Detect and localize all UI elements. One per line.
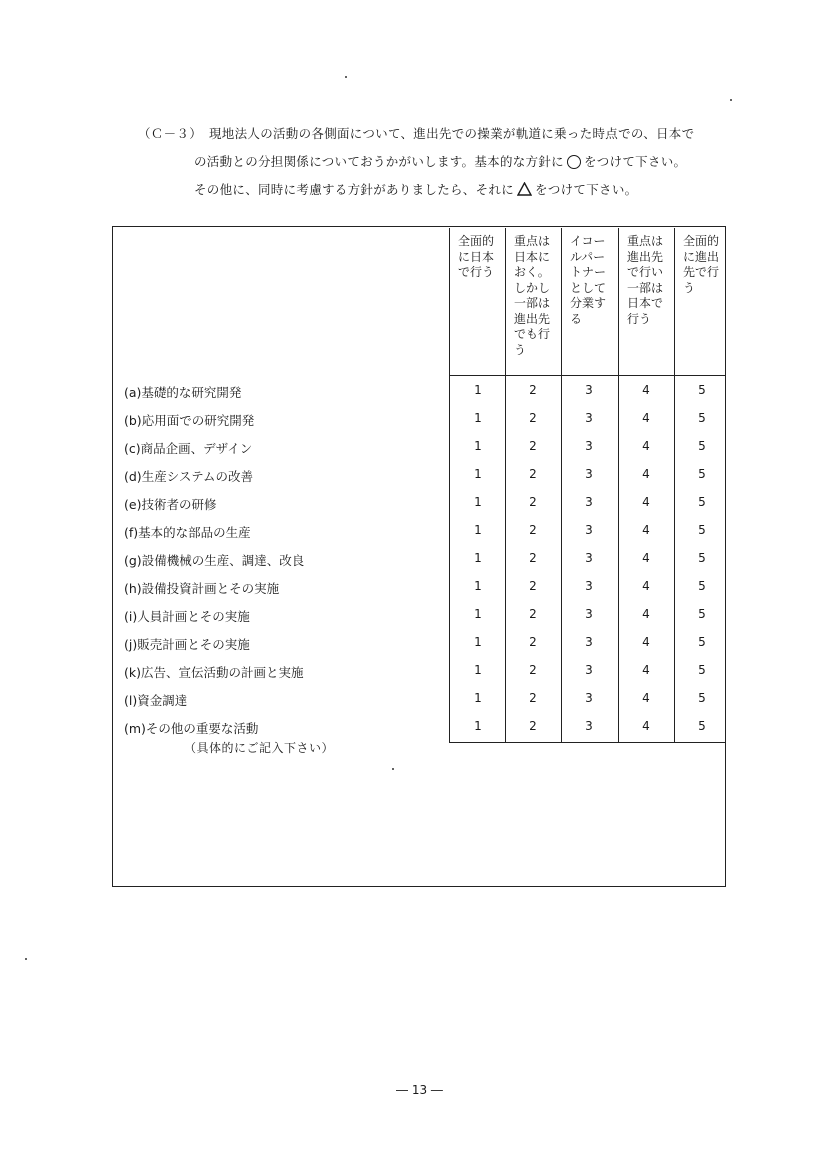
choice-option-4[interactable]: 4 [642, 495, 650, 509]
choice-option-5[interactable]: 5 [698, 719, 706, 733]
choice-option-3[interactable]: 3 [585, 411, 593, 425]
column-header-2: 重点は日本におく。しかし一部は進出先でも行う [514, 234, 551, 357]
choice-option-5[interactable]: 5 [698, 663, 706, 677]
table-divider-v1 [505, 228, 506, 742]
row-label: (a)基礎的な研究開発 [124, 385, 242, 400]
choice-option-4[interactable]: 4 [642, 383, 650, 397]
choice-option-1[interactable]: 1 [474, 383, 482, 397]
choice-option-1[interactable]: 1 [474, 467, 482, 481]
choice-option-5[interactable]: 5 [698, 495, 706, 509]
choice-option-1[interactable]: 1 [474, 495, 482, 509]
choice-option-1[interactable]: 1 [474, 579, 482, 593]
question-text-line2-a: の活動との分担関係についておうかがいします。基本的な方針に [194, 154, 564, 169]
choice-option-4[interactable]: 4 [642, 635, 650, 649]
table-divider-v4 [674, 228, 675, 742]
table-divider-v2 [561, 228, 562, 742]
scan-speck [730, 99, 732, 101]
choice-option-4[interactable]: 4 [642, 663, 650, 677]
question-text-line1: 現地法人の活動の各側面について、進出先での操業が軌道に乗った時点での、日本で [209, 126, 695, 141]
choice-option-2[interactable]: 2 [529, 719, 537, 733]
choice-option-3[interactable]: 3 [585, 719, 593, 733]
scan-speck [392, 768, 394, 770]
choice-option-1[interactable]: 1 [474, 663, 482, 677]
choice-option-1[interactable]: 1 [474, 551, 482, 565]
choice-option-2[interactable]: 2 [529, 635, 537, 649]
row-label: (c)商品企画、デザイン [124, 441, 253, 456]
question-text-line3 [194, 180, 637, 198]
row-label: (b)応用面での研究開発 [124, 413, 255, 428]
choice-option-2[interactable]: 2 [529, 579, 537, 593]
choice-option-3[interactable]: 3 [585, 607, 593, 621]
choice-option-3[interactable]: 3 [585, 551, 593, 565]
choice-option-3[interactable]: 3 [585, 383, 593, 397]
column-header-1: 全面的に日本で行う [458, 234, 495, 279]
choice-option-4[interactable]: 4 [642, 523, 650, 537]
choice-option-2[interactable]: 2 [529, 607, 537, 621]
choice-option-1[interactable]: 1 [474, 411, 482, 425]
choice-option-2[interactable]: 2 [529, 523, 537, 537]
choice-option-3[interactable]: 3 [585, 523, 593, 537]
choice-option-5[interactable]: 5 [698, 607, 706, 621]
choice-option-5[interactable]: 5 [698, 383, 706, 397]
row-label: (f)基本的な部品の生産 [124, 525, 251, 540]
column-header-5: 全面的に進出先で行う [683, 234, 720, 295]
page-number: ― 13 ― [396, 1083, 443, 1097]
row-label: (h)設備投資計画とその実施 [124, 581, 280, 596]
question-text-line2-b: をつけて下さい。 [583, 154, 687, 169]
choice-option-4[interactable]: 4 [642, 719, 650, 733]
choice-option-4[interactable]: 4 [642, 551, 650, 565]
choice-option-3[interactable]: 3 [585, 467, 593, 481]
column-header-4: 重点は進出先で行い一部は日本で行う [627, 234, 664, 326]
question-text-line3-b: をつけて下さい。 [535, 182, 638, 197]
choice-option-4[interactable]: 4 [642, 411, 650, 425]
choice-option-1[interactable]: 1 [474, 607, 482, 621]
choice-option-4[interactable]: 4 [642, 467, 650, 481]
table-divider-v0 [449, 228, 450, 742]
choice-option-1[interactable]: 1 [474, 439, 482, 453]
choice-option-2[interactable]: 2 [529, 411, 537, 425]
choice-option-1[interactable]: 1 [474, 523, 482, 537]
row-label: (l)資金調達 [124, 693, 188, 708]
question-text-line3-a: その他に、同時に考慮する方針がありましたら、それに [194, 182, 515, 197]
choice-option-4[interactable]: 4 [642, 691, 650, 705]
choice-option-5[interactable]: 5 [698, 579, 706, 593]
choice-option-4[interactable]: 4 [642, 607, 650, 621]
choice-option-5[interactable]: 5 [698, 523, 706, 537]
row-label: (m)その他の重要な活動 [124, 721, 259, 736]
choice-option-5[interactable]: 5 [698, 691, 706, 705]
column-header-3: イコールパートナーとして分業する [570, 234, 607, 326]
choice-option-3[interactable]: 3 [585, 635, 593, 649]
row-label: (j)販売計画とその実施 [124, 637, 250, 652]
choice-option-1[interactable]: 1 [474, 635, 482, 649]
choice-option-2[interactable]: 2 [529, 691, 537, 705]
choice-option-3[interactable]: 3 [585, 691, 593, 705]
scan-speck [25, 958, 27, 960]
question-label: （Ｃ－３） [138, 126, 203, 141]
choice-option-2[interactable]: 2 [529, 383, 537, 397]
choice-option-5[interactable]: 5 [698, 467, 706, 481]
choice-option-4[interactable]: 4 [642, 579, 650, 593]
choice-option-3[interactable]: 3 [585, 439, 593, 453]
scan-speck [345, 76, 347, 78]
choice-option-5[interactable]: 5 [698, 635, 706, 649]
header-divider-h [449, 375, 726, 376]
row-label: (e)技術者の研修 [124, 497, 217, 512]
row-label: (k)広告、宣伝活動の計画と実施 [124, 665, 304, 680]
choice-option-2[interactable]: 2 [529, 551, 537, 565]
choice-option-3[interactable]: 3 [585, 579, 593, 593]
question-text-line2 [194, 152, 686, 170]
table-divider-v3 [618, 228, 619, 742]
choice-option-2[interactable]: 2 [529, 467, 537, 481]
choice-option-1[interactable]: 1 [474, 691, 482, 705]
table-note: （具体的にご記入下さい） [184, 741, 335, 755]
row-label: (d)生産システムの改善 [124, 469, 253, 484]
triangle-symbol-icon [517, 182, 532, 196]
choice-option-4[interactable]: 4 [642, 439, 650, 453]
choice-option-2[interactable]: 2 [529, 495, 537, 509]
row-label: (g)設備機械の生産、調達、改良 [124, 553, 305, 568]
choice-option-3[interactable]: 3 [585, 663, 593, 677]
choice-option-2[interactable]: 2 [529, 439, 537, 453]
choice-option-5[interactable]: 5 [698, 411, 706, 425]
choice-option-2[interactable]: 2 [529, 663, 537, 677]
choice-option-5[interactable]: 5 [698, 439, 706, 453]
grid-bottom-h [449, 742, 726, 743]
row-label: (i)人員計画とその実施 [124, 609, 250, 624]
circle-symbol-icon [567, 155, 581, 169]
choice-option-5[interactable]: 5 [698, 551, 706, 565]
choice-option-3[interactable]: 3 [585, 495, 593, 509]
choice-option-1[interactable]: 1 [474, 719, 482, 733]
